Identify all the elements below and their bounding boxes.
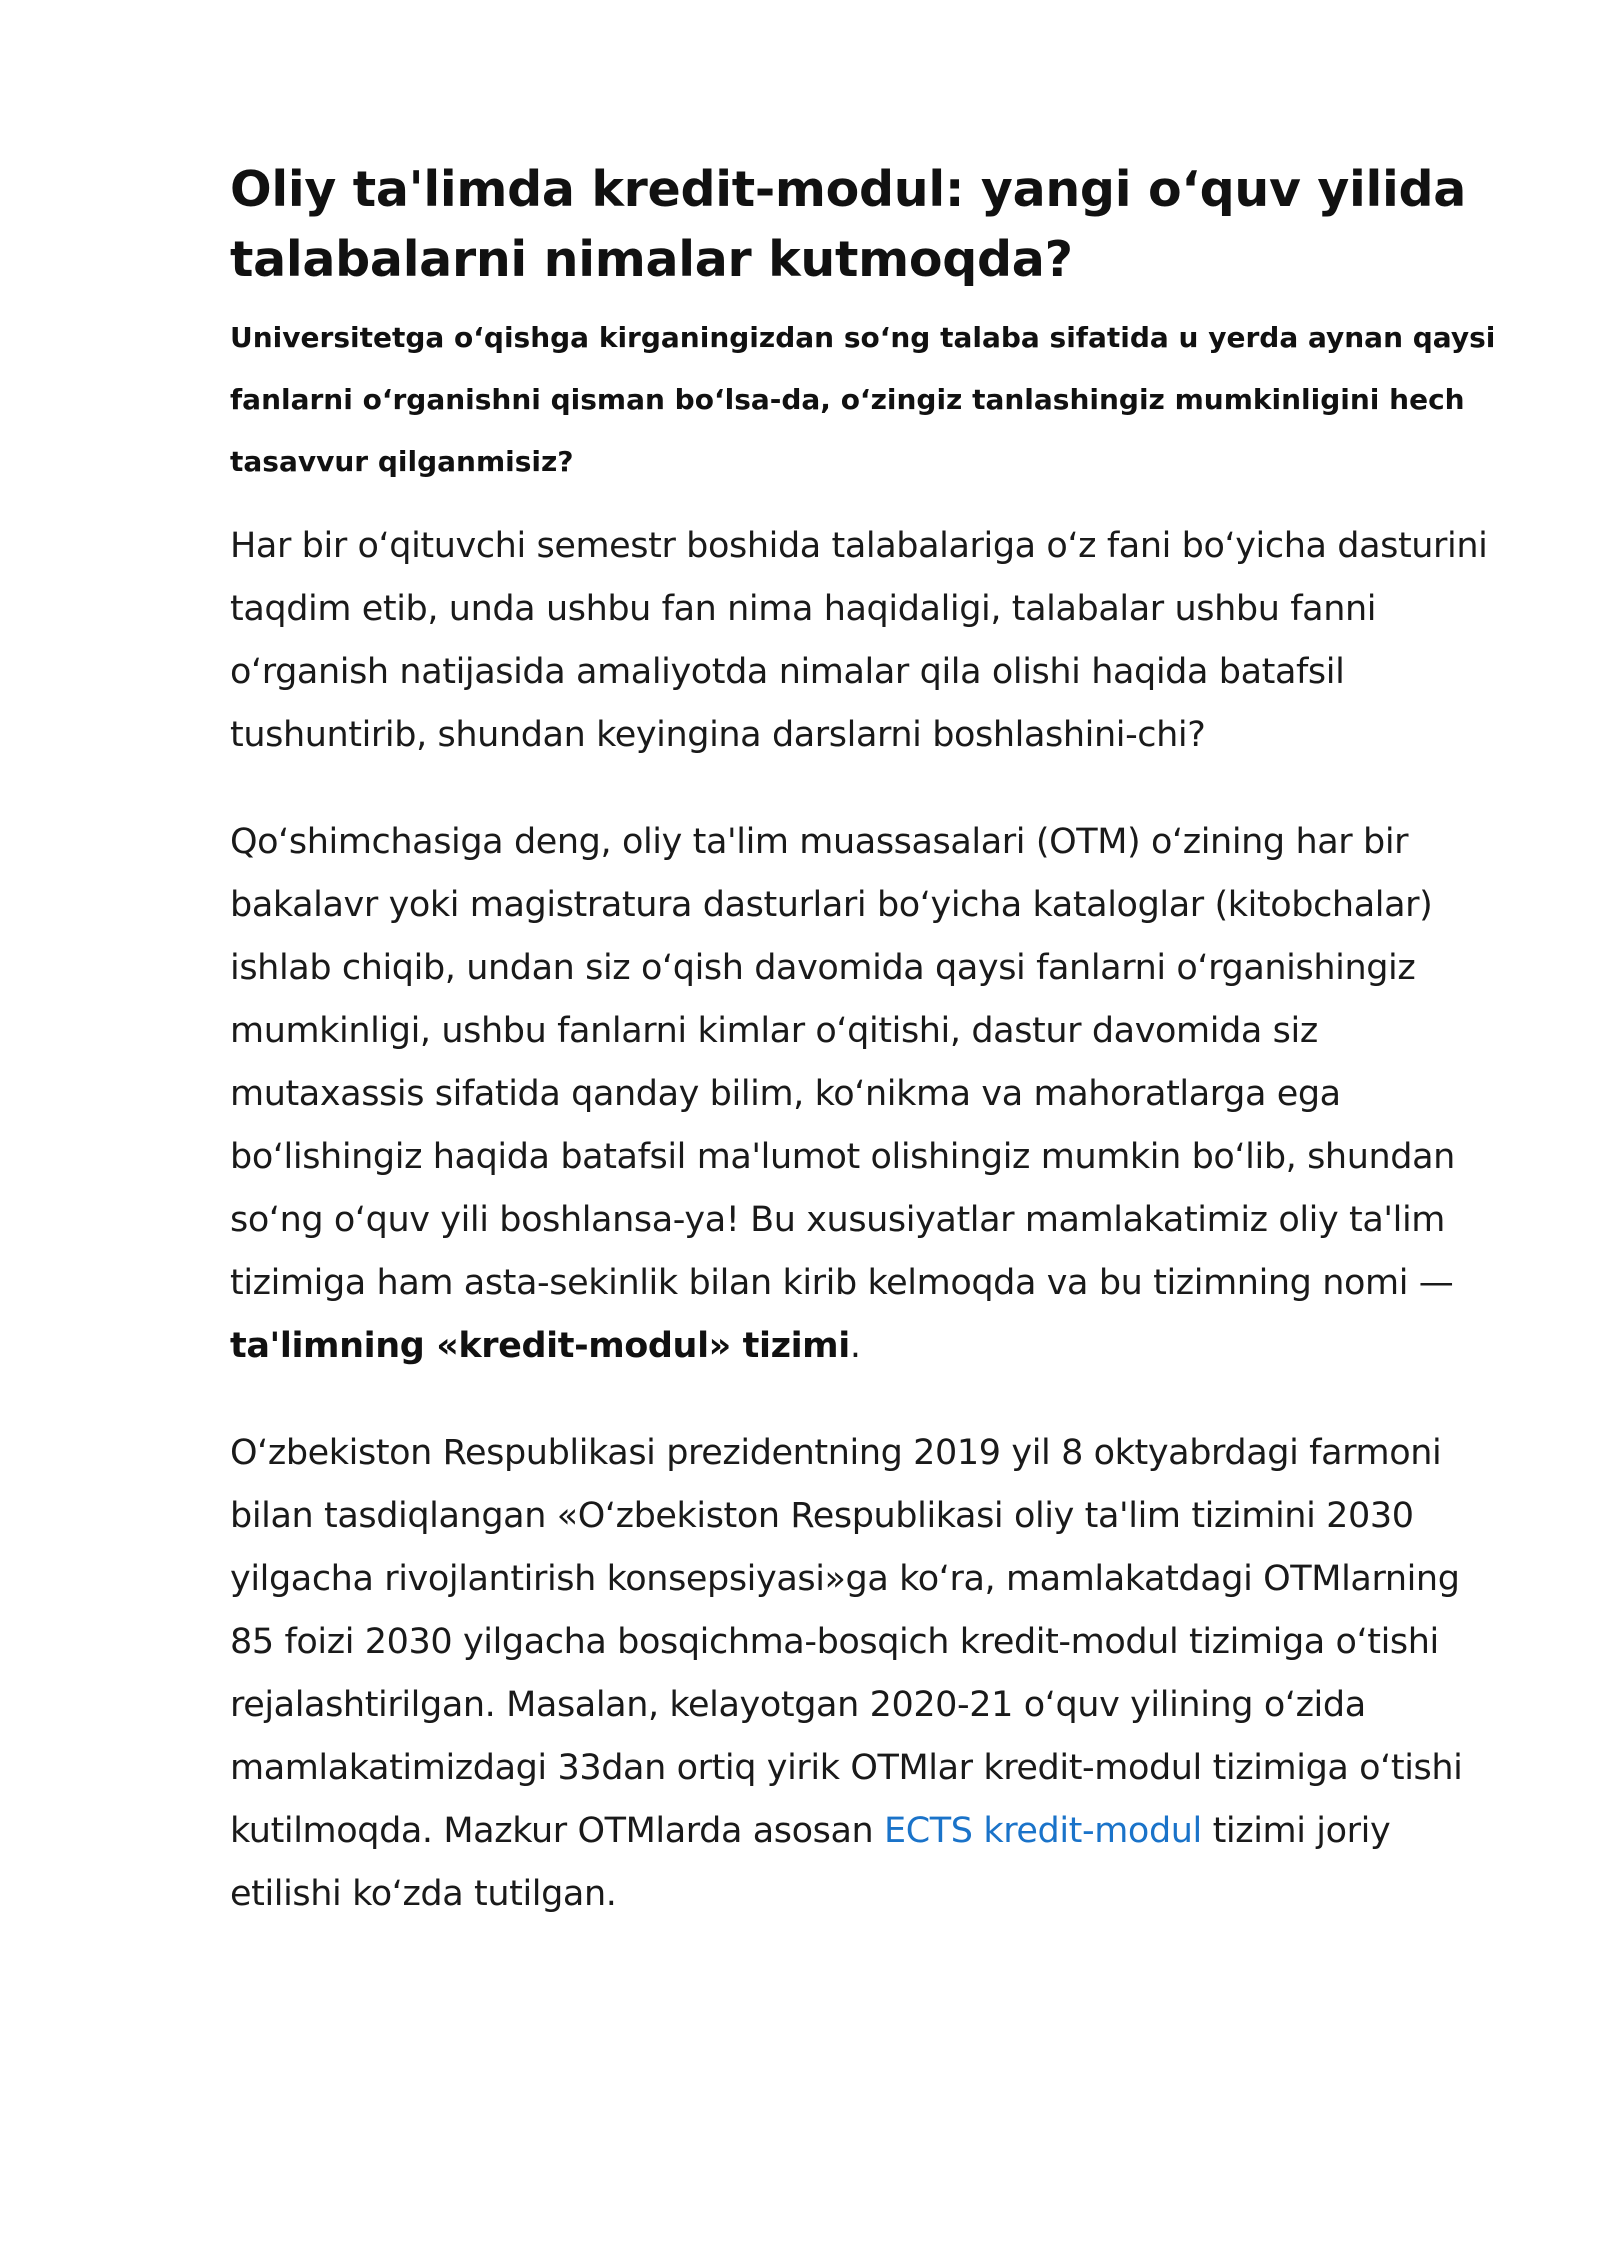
article-lead: Universitetga o‘qishga kirganingizdan so‘ng talaba sifatida u yerda aynan qaysi fanlarni o‘rganishni qisman bo‘lsa-da, o‘zingiz tanlashingiz mumkinligini hech tasavvur qilganmisiz?: [230, 321, 1496, 478]
paragraph-1: Har bir o‘qituvchi semestr boshida talabalariga o‘z fani bo‘yicha dasturini taqdim etib, unda ushbu fan nima haqidaligi, talabalar ushbu fanni o‘rganish natijasida amaliyotda nimalar qila olishi haqida batafsil tushuntirib, shundan keyingina darslarni boshlashini-chi?: [230, 526, 1488, 755]
paragraph-2-text: Qo‘shimchasiga deng, oliy ta'lim muassasalari (OTM) o‘zining har bir bakalavr yoki magistratura dasturlari bo‘yicha kataloglar (kitobchalar) ishlab chiqib, undan siz o‘qish davomida qaysi fanlarni o‘rganishingiz mumkinligi, ushbu fanlarni kimlar o‘qitishi, dastur davomida siz mutaxassis sifatida qanday bilim, ko‘nikma va mahoratlarga ega bo‘lishingiz haqida batafsil ma'lumot olishingiz mumkin bo‘lib, shundan so‘ng o‘quv yili boshlansa-ya! Bu xususiyatlar mamlakatimiz oliy ta'lim tizimiga ham asta-sekinlik bilan kirib kelmoqda va bu tizimning nomi —: [230, 822, 1455, 1303]
article: [230, 155, 1510, 1970]
paragraph-3-end: tizimi joriy etilishi ko‘zda tutilgan.: [230, 1811, 1391, 1914]
paragraph-2-bold: ta'limning «kredit-modul» tizimi: [230, 1326, 850, 1366]
article-title: Oliy ta'limda kredit-modul: yangi o‘quv yilida talabalarni nimalar kutmoqda?: [230, 161, 1467, 288]
paragraph-2-end: .: [849, 1326, 861, 1366]
ects-link[interactable]: ECTS kredit-modul: [884, 1811, 1202, 1851]
paragraph-2: [230, 811, 1510, 1378]
paragraph-3-text: O‘zbekiston Respublikasi prezidentning 2019 yil 8 oktyabrdagi farmoni bilan tasdiqlangan «O‘zbekiston Respublikasi oliy ta'lim tizimini 2030 yilgacha rivojlantirish konsepsiyasi»ga ko‘ra, mamlakatdagi OTMlarning 85 foizi 2030 yilgacha bosqichma-bosqich kredit-modul tizimiga o‘tishi rejalashtirilgan. Masalan, kelayotgan 2020-21 o‘quv yilining o‘zida mamlakatimizdagi 33dan ortiq yirik OTMlar kredit-modul tizimiga o‘tishi kutilmoqda. Mazkur OTMlarda asosan: [230, 1433, 1463, 1851]
paragraph-3: [230, 1422, 1510, 1926]
